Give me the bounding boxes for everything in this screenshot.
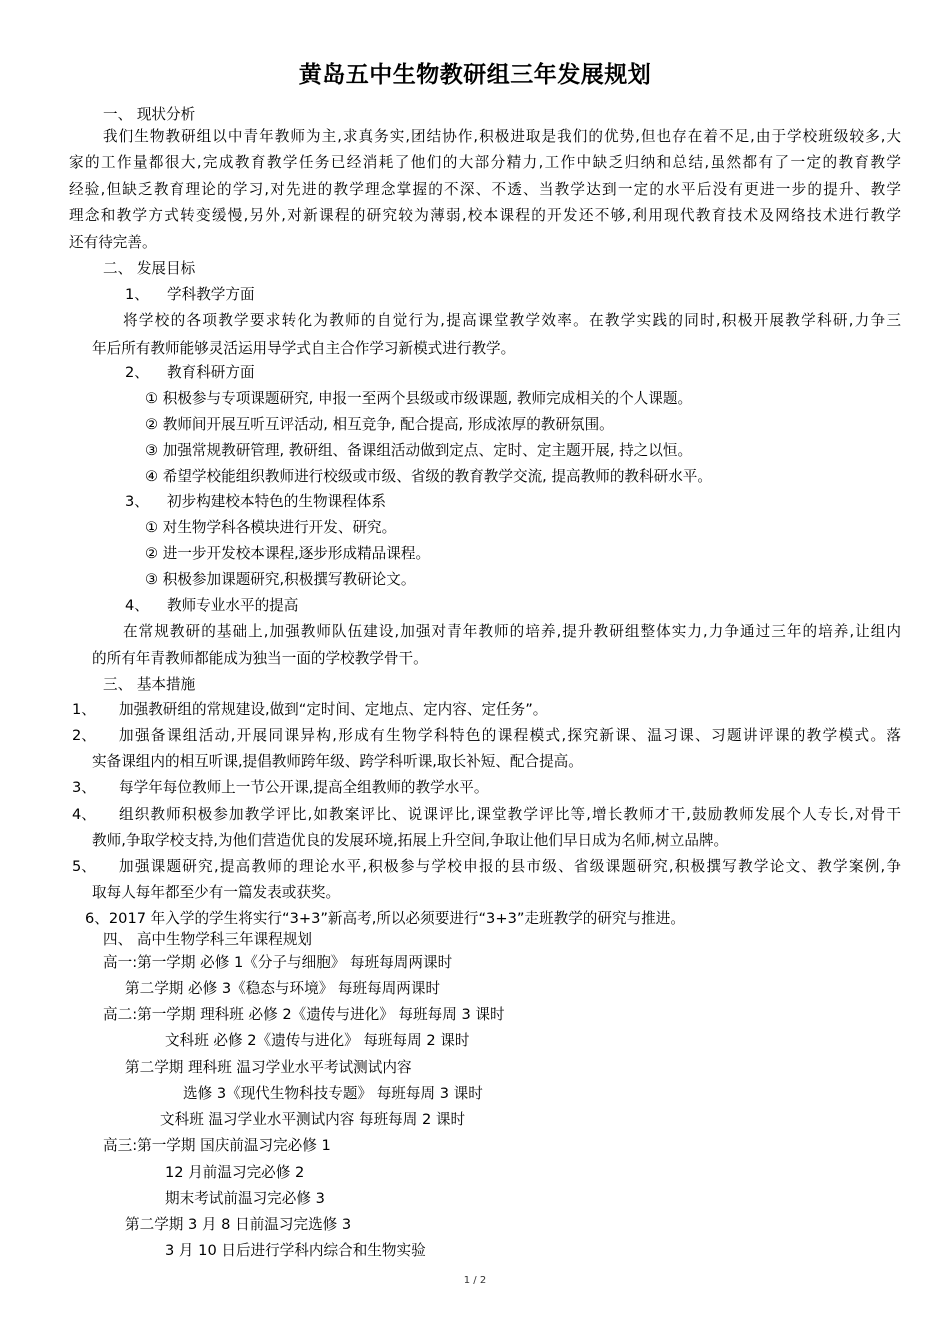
item-number: 4、 [72,806,96,823]
item-number: 3、 [125,493,149,510]
subheading-research: 教育科研方面 [167,364,255,381]
paragraph-line: 年后所有教师能够灵活运用导学式自主合作学习新模式进行教学。 [92,340,516,357]
section-heading-measures: 三、 基本措施 [103,676,196,693]
measure-line: 教师,争取学校支持,为他们营造优良的发展环境,拓展上升空间,争取让他们早日成为名师,树立品牌。 [92,832,729,849]
list-item: ① 积极参与专项课题研究, 申报一至两个县级或市级课题, 教师完成相关的个人课题。 [145,390,693,407]
measure-line: 每学年每位教师上一节公开课,提高全组教师的教学水平。 [119,779,489,796]
item-number: 4、 [125,597,149,614]
list-item: ④ 希望学校能组织教师进行校级或市级、省级的教育教学交流, 提高教师的教科研水平。 [145,468,712,485]
paragraph-line: 在常规教研的基础上,加强教师队伍建设,加强对青年教师的培养,提升教研组整体实力,力争通过三年的培养,让组内 [123,623,901,640]
paragraph-line: 家的工作量都很大,完成教育教学任务已经消耗了他们的大部分精力,工作中缺乏归纳和总结,虽然都有了一定的教育教学 [69,154,901,171]
subheading-curriculum: 初步构建校本特色的生物课程体系 [167,493,386,510]
paragraph-line: 我们生物教研组以中青年教师为主,求真务实,团结协作,积极进取是我们的优势,但也存在着不足,由于学校班级较多,大 [103,128,901,145]
plan-line: 选修 3《现代生物科技专题》 每班每周 3 课时 [183,1085,483,1102]
plan-line: 第二学期 必修 3《稳态与环境》 每班每周两课时 [125,980,441,997]
section-heading-goals: 二、 发展目标 [103,260,196,277]
item-number: 2、 [72,727,96,744]
plan-line: 第二学期 3 月 8 日前温习完选修 3 [125,1216,352,1233]
measure-line: 实备课组内的相互听课,提倡教师跨年级、跨学科听课,取长补短、配合提高。 [92,753,583,770]
plan-line: 文科班 温习学业水平测试内容 每班每周 2 课时 [160,1111,466,1128]
paragraph-line: 将学校的各项教学要求转化为教师的自觉行为,提高课堂教学效率。在教学实践的同时,积极开展教学科研,力争三 [123,312,901,329]
measure-line: 加强教研组的常规建设,做到“定时间、定地点、定内容、定任务”。 [119,701,548,718]
measure-line: 加强备课组活动,开展同课异构,形成有生物学科特色的课程模式,探究新课、温习课、习题讲评课的教学模式。落 [119,727,901,744]
page-number: 1 / 2 [463,1275,487,1286]
subheading-professional: 教师专业水平的提高 [167,597,299,614]
paragraph-line: 经验,但缺乏教育理论的学习,对先进的教学理念掌握的不深、不透、当教学达到一定的水平后没有更进一步的提升、教学 [69,181,901,198]
paragraph-line: 还有待完善。 [69,234,157,251]
item-number: 5、 [72,858,96,875]
plan-line: 文科班 必修 2《遗传与进化》 每班每周 2 课时 [165,1032,470,1049]
plan-line: 期末考试前温习完必修 3 [165,1190,325,1207]
plan-line: 高二:第一学期 理科班 必修 2《遗传与进化》 每班每周 3 课时 [103,1006,505,1023]
measure-line: 6、2017 年入学的学生将实行“3+3”新高考,所以必须要进行“3+3”走班教学的研究与推进。 [85,910,685,927]
paragraph-line: 理念和教学方式转变缓慢,另外,对新课程的研究较为薄弱,校本课程的开发还不够,利用现代教育技术及网络技术进行教学 [69,207,901,224]
list-item: ③ 积极参加课题研究,积极撰写教研论文。 [145,571,416,588]
list-item: ③ 加强常规教研管理, 教研组、备课组活动做到定点、定时、定主题开展, 持之以恒。 [145,442,693,459]
plan-line: 高三:第一学期 国庆前温习完必修 1 [103,1137,331,1154]
plan-line: 高一:第一学期 必修 1《分子与细胞》 每班每周两课时 [103,954,453,971]
plan-line: 第二学期 理科班 温习学业水平考试测试内容 [125,1059,412,1076]
item-number: 2、 [125,364,149,381]
item-number: 1、 [125,286,149,303]
section-heading-status: 一、 现状分析 [103,106,196,123]
paragraph-line: 的所有年青教师都能成为独当一面的学校教学骨干。 [92,650,428,667]
subheading-teaching: 学科教学方面 [167,286,255,303]
list-item: ② 进一步开发校本课程,逐步形成精品课程。 [145,545,431,562]
plan-line: 12 月前温习完必修 2 [165,1164,305,1181]
list-item: ① 对生物学科各模块进行开发、研究。 [145,519,397,536]
plan-line: 3 月 10 日后进行学科内综合和生物实验 [165,1242,426,1259]
measure-line: 取每人每年都至少有一篇发表或获奖。 [92,884,341,901]
measure-line: 组织教师积极参加教学评比,如教案评比、说课评比,课堂教学评比等,增长教师才干,鼓励教师发展个人专长,对骨干 [119,806,901,823]
list-item: ② 教师间开展互听互评活动, 相互竞争, 配合提高, 形成浓厚的教研氛围。 [145,416,614,433]
document-title: 黄岛五中生物教研组三年发展规划 [298,62,652,88]
measure-line: 加强课题研究,提高教师的理论水平,积极参与学校申报的县市级、省级课题研究,积极撰写教学论文、教学案例,争 [119,858,901,875]
section-heading-plan: 四、 高中生物学科三年课程规划 [103,931,312,948]
item-number: 1、 [72,701,96,718]
item-number: 3、 [72,779,96,796]
